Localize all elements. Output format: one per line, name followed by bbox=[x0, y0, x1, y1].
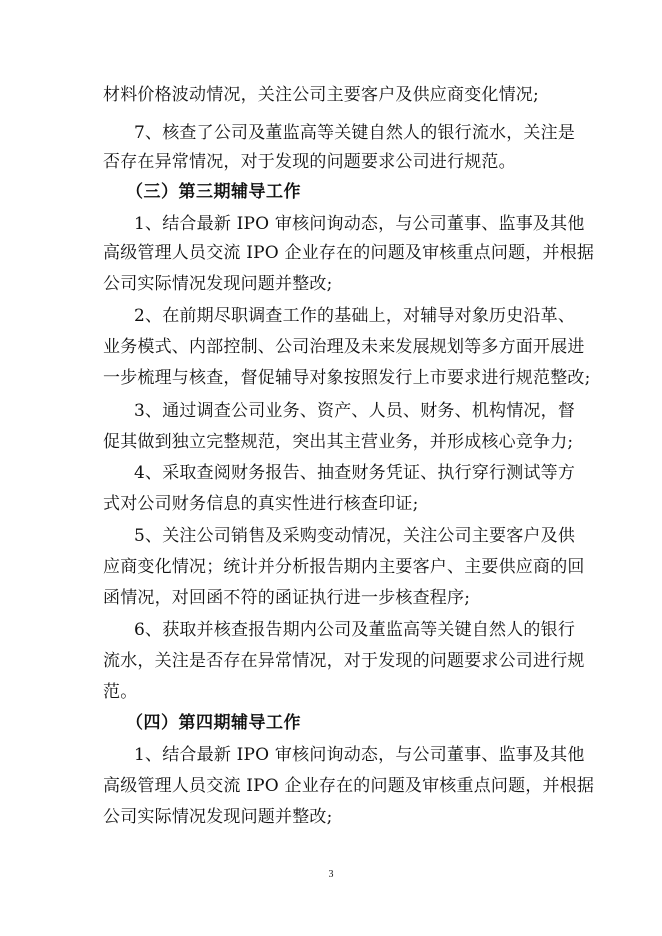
body-line: 函情况，对回函不符的函证执行进一步核查程序; bbox=[103, 588, 471, 608]
body-line: 高级管理人员交流 IPO 企业存在的问题及审核重点问题，并根据 bbox=[103, 776, 595, 796]
body-line: 范。 bbox=[103, 682, 138, 702]
body-line: 公司实际情况发现问题并整改; bbox=[103, 274, 333, 294]
item-5-line: 5、关注公司销售及采购变动情况，关注公司主要客户及供 bbox=[134, 526, 576, 546]
body-line: 式对公司财务信息的真实性进行核查印证; bbox=[103, 494, 419, 514]
body-line: 应商变化情况；统计并分析报告期内主要客户、主要供应商的回 bbox=[103, 557, 585, 577]
item-7-line: 7、核查了公司及董监高等关键自然人的银行流水，关注是 bbox=[134, 123, 576, 143]
body-line: 促其做到独立完整规范，突出其主营业务，并形成核心竞争力; bbox=[103, 432, 574, 452]
item-1-line: 1、结合最新 IPO 审核问询动态，与公司董事、监事及其他 bbox=[134, 214, 585, 234]
item-2-line: 2、在前期尽职调查工作的基础上，对辅导对象历史沿革、 bbox=[134, 306, 576, 326]
body-line: 公司实际情况发现问题并整改; bbox=[103, 807, 333, 827]
body-line: 高级管理人员交流 IPO 企业存在的问题及审核重点问题，并根据 bbox=[103, 243, 595, 263]
page-number: 3 bbox=[328, 869, 334, 880]
item-3-line: 3、通过调查公司业务、资产、人员、财务、机构情况，督 bbox=[134, 401, 576, 421]
item-1-line: 1、结合最新 IPO 审核问询动态，与公司董事、监事及其他 bbox=[134, 745, 585, 765]
body-line: 一步梳理与核查，督促辅导对象按照发行上市要求进行规范整改; bbox=[103, 368, 591, 388]
item-4-line: 4、采取查阅财务报告、抽查财务凭证、执行穿行测试等方 bbox=[134, 463, 576, 483]
body-line: 材料价格波动情况，关注公司主要客户及供应商变化情况; bbox=[103, 85, 539, 105]
section-heading-3: （三）第三期辅导工作 bbox=[126, 182, 301, 202]
section-heading-4: （四）第四期辅导工作 bbox=[126, 713, 301, 733]
body-line: 流水，关注是否存在异常情况，对于发现的问题要求公司进行规 bbox=[103, 651, 585, 671]
body-line: 否存在异常情况，对于发现的问题要求公司进行规范。 bbox=[103, 152, 516, 172]
item-6-line: 6、获取并核查报告期内公司及董监高等关键自然人的银行 bbox=[134, 620, 576, 640]
body-line: 业务模式、内部控制、公司治理及未来发展规划等多方面开展进 bbox=[103, 337, 585, 357]
